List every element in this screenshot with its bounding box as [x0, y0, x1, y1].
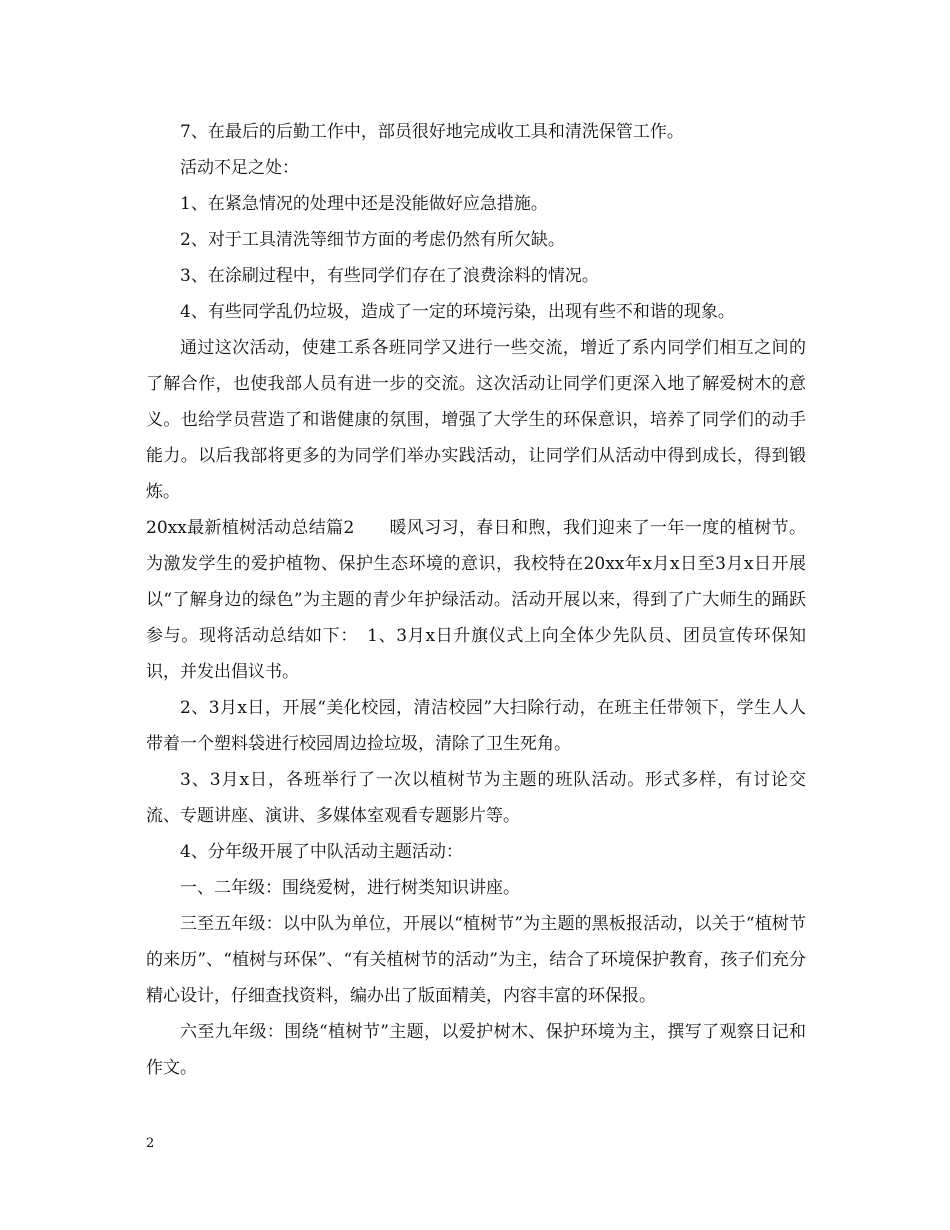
paragraph-8-section-heading: 20xx最新植树活动总结篇2 暖风习习，春日和煦，我们迎来了一年一度的植树节。为激发学生的爱护植物、保护生态环境的意识，我校特在20xx年x月x日至3月x日开展以“了解身边的绿色”为主题的青少年护绿活动。活动开展以来，得到了广大师生的踊跃参与。现将活动总结如下： 1、3月x日升旗仪式上向全体少先队员、团员宣传环保知识，并发出倡议书。: [146, 518, 806, 682]
paragraph-7: 通过这次活动，使建工系各班同学又进行一些交流，增近了系内同学们相互之间的了解合作，也使我部人员有进一步的交流。这次活动让同学们更深入地了解爱树木的意义。也给学员营造了和谐健康的氛围，增强了大学生的环保意识，培养了同学们的动手能力。以后我部将更多的为同学们举办实践活动，让同学们从活动中得到成长，得到锻炼。: [146, 338, 806, 502]
paragraph-12: 一、二年级：围绕爱树，进行树类知识讲座。: [180, 878, 520, 898]
paragraph-9: 2、3月x日，开展“美化校园，清洁校园”大扫除行动，在班主任带领下，学生人人带着一个塑料袋进行校园周边捡垃圾，清除了卫生死角。: [146, 698, 806, 754]
paragraph-1: 7、在最后的后勤工作中，部员很好地完成收工具和清洗保管工作。: [180, 122, 684, 142]
paragraph-5: 3、在涂刷过程中，有些同学们存在了浪费涂料的情况。: [180, 266, 599, 286]
paragraph-2: 活动不足之处：: [180, 158, 299, 178]
document-body: [146, 114, 806, 1086]
paragraph-11: 4、分年级开展了中队活动主题活动：: [180, 842, 463, 862]
paragraph-14: 六至九年级：围绕“植树节”主题，以爱护树木、保护环境为主，撰写了观察日记和作文。: [146, 1022, 806, 1078]
paragraph-13: 三至五年级：以中队为单位，开展以“植树节”为主题的黑板报活动，以关于“植树节的来历”、“植树与环保”、“有关植树节的活动”为主，结合了环境保护教育，孩子们充分精心设计，仔细查找资料，编办出了版面精美，内容丰富的环保报。: [146, 914, 806, 1006]
paragraph-3: 1、在紧急情况的处理中还是没能做好应急措施。: [180, 194, 548, 214]
paragraph-6: 4、有些同学乱仍垃圾，造成了一定的环境污染，出现有些不和谐的现象。: [180, 302, 735, 322]
paragraph-10: 3、3月x日，各班举行了一次以植树节为主题的班队活动。形式多样，有讨论交流、专题讲座、演讲、多媒体室观看专题影片等。: [146, 770, 806, 826]
paragraph-4: 2、对于工具清洗等细节方面的考虑仍然有所欠缺。: [180, 230, 565, 250]
page-number: 2: [146, 1136, 155, 1151]
